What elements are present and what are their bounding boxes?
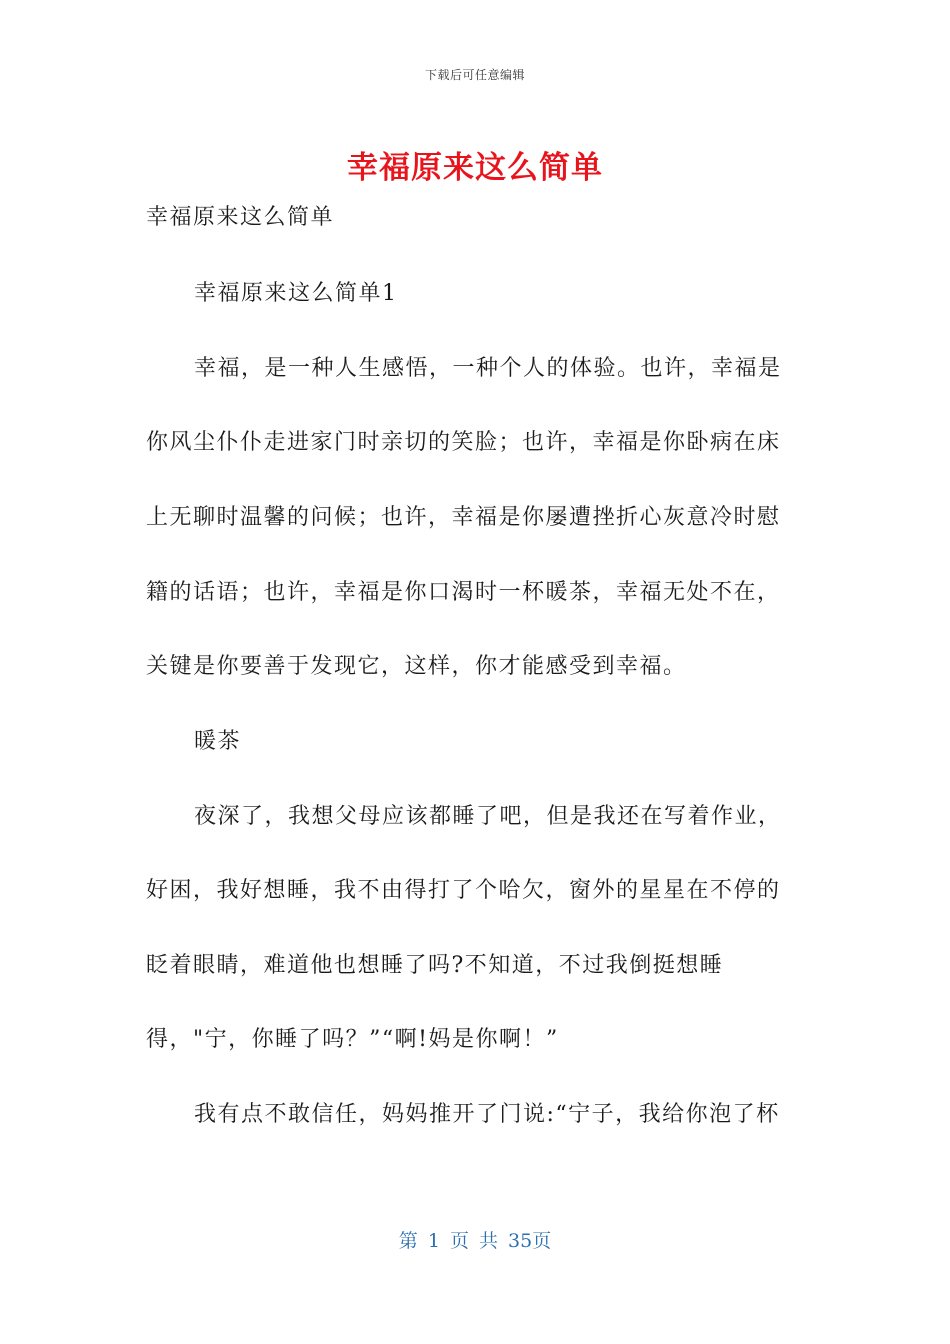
paragraph-line: 关键是你要善于发现它，这样，你才能感受到幸福。 xyxy=(146,654,687,679)
document-title: 幸福原来这么简单 xyxy=(347,150,603,186)
page-footer: 第 1 页 共 35页 xyxy=(398,1230,552,1252)
paragraph-line: 得，"宁，你睡了吗？”“啊!妈是你啊！” xyxy=(146,1027,559,1052)
paragraph-line: 幸福，是一种人生感悟，一种个人的体验。也许，幸福是 xyxy=(194,356,782,381)
paragraph-line: 上无聊时温馨的问候；也许，幸福是你屡遭挫折心灰意冷时慰 xyxy=(146,505,781,530)
subtitle-line: 幸福原来这么简单 xyxy=(146,205,335,230)
section-heading: 暖茶 xyxy=(194,729,242,754)
paragraph-line: 籍的话语；也许，幸福是你口渴时一杯暖茶，幸福无处不在， xyxy=(146,580,781,605)
header-note: 下载后可任意编辑 xyxy=(424,68,525,82)
paragraph-line: 好困，我好想睡，我不由得打了个哈欠，窗外的星星在不停的 xyxy=(146,878,781,903)
section-heading: 幸福原来这么简单1 xyxy=(194,281,398,306)
paragraph-line: 眨着眼睛，难道他也想睡了吗?不知道，不过我倒挺想睡 xyxy=(146,953,724,978)
paragraph-line: 我有点不敢信任，妈妈推开了门说:“宁子，我给你泡了杯 xyxy=(194,1102,780,1127)
paragraph-line: 夜深了，我想父母应该都睡了吧，但是我还在写着作业， xyxy=(194,804,782,829)
paragraph-line: 你风尘仆仆走进家门时亲切的笑脸；也许，幸福是你卧病在床 xyxy=(146,430,781,455)
